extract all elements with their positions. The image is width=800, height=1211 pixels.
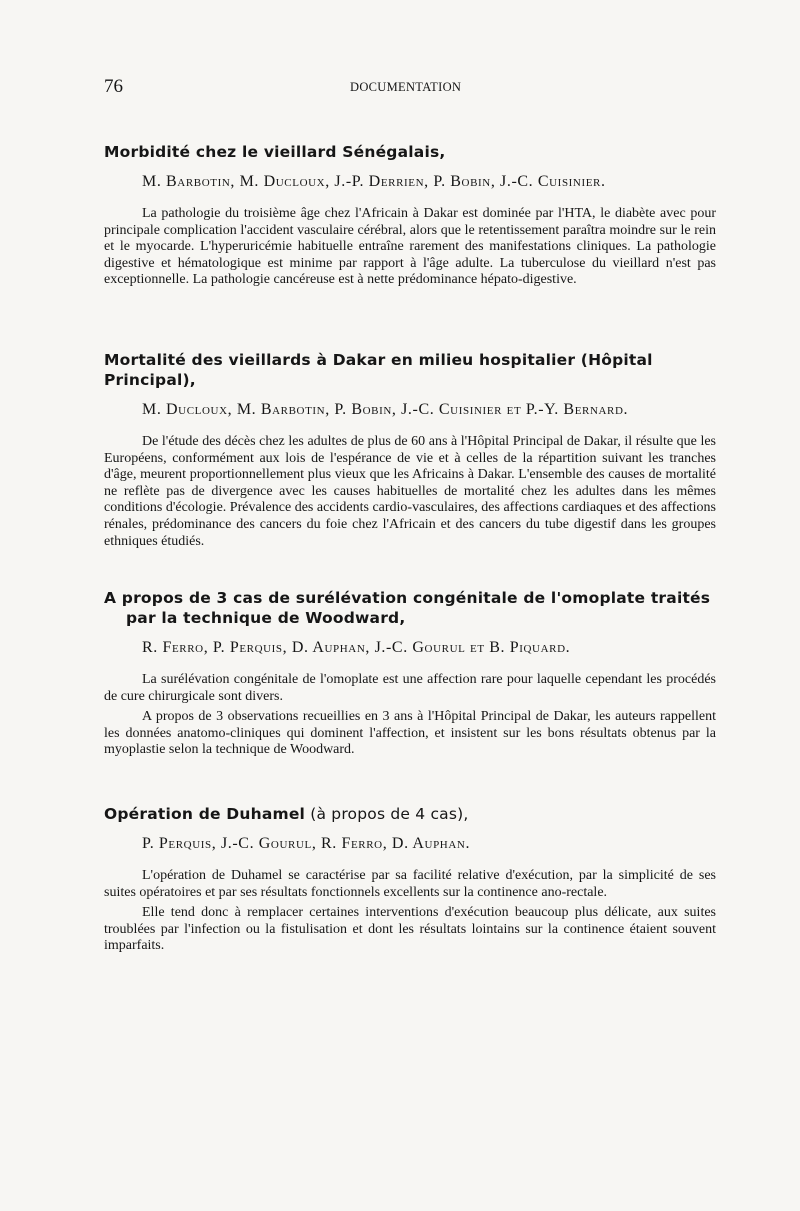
paragraph: La pathologie du troisième âge chez l'Africain à Dakar est dominée par l'HTA, le diabète avec pour principale complication l'accident vasculaire cérébral, alors que le retentissement paraîtra moindre sur le rein et le myocarde. L'hyperuricémie habituelle entraîne rarement des manifestations cliniques. La pathologie digestive et hématologique est minime par rapport à l'âge adulte. La tuberculose du vieillard n'est pas exceptionnelle. La pathologie cancéreuse est à nette prédominance hépato-digestive. xyxy=(104,206,716,288)
article-body xyxy=(104,672,716,759)
authors-text: M. Ducloux, M. Barbotin, P. Bobin, J.-C. Cuisinier et P.-Y. Bernard. xyxy=(142,401,629,418)
article-body xyxy=(104,434,716,550)
title-bold: Opération de Duhamel xyxy=(104,805,306,823)
article-authors xyxy=(142,834,716,854)
paragraph: Elle tend donc à remplacer certaines interventions d'exécution beaucoup plus délicate, aux suites troublées par l'infection ou la fistulisation et dont les résultats lointains sur la continence étaient souvent imparfaits. xyxy=(104,905,716,954)
article-title xyxy=(104,804,716,824)
title-suffix: (à propos de 4 cas), xyxy=(305,805,469,823)
page-number: 76 xyxy=(104,76,123,97)
article-authors xyxy=(142,638,716,658)
article-morbidite xyxy=(104,142,716,293)
article-duhamel xyxy=(104,804,716,959)
article-title: Morbidité chez le vieillard Sénégalais, xyxy=(104,143,446,161)
article-body xyxy=(104,206,716,289)
running-header xyxy=(104,76,716,100)
article-title: A propos de 3 cas de surélévation congénitale de l'omoplate traités par la technique de Woodward, xyxy=(104,589,711,627)
authors-text: R. Ferro, P. Perquis, D. Auphan, J.-C. Gourul et B. Piquard. xyxy=(142,639,571,656)
article-authors xyxy=(142,400,716,420)
paragraph: La surélévation congénitale de l'omoplate est une affection rare pour laquelle cependant les procédés de cure chirurgicale sont divers. xyxy=(104,672,716,704)
article-omoplate xyxy=(104,588,716,763)
paragraph: L'opération de Duhamel se caractérise par sa facilité relative d'exécution, par la simplicité de ses suites opératoires et par ses résultats fonctionnels excellents sur la continence ano-rectale. xyxy=(104,868,716,900)
article-mortalite xyxy=(104,350,716,554)
article-title: Mortalité des vieillards à Dakar en milieu hospitalier (Hôpital Principal), xyxy=(104,351,653,389)
authors-text: P. Perquis, J.-C. Gourul, R. Ferro, D. Auphan. xyxy=(142,835,471,852)
paragraph: A propos de 3 observations recueillies en 3 ans à l'Hôpital Principal de Dakar, les auteurs rappellent les données anatomo-cliniques qui dominent l'affection, et insistent sur les bons résultats obtenus par la myoplastie selon la technique de Woodward. xyxy=(104,709,716,758)
section-title: DOCUMENTATION xyxy=(350,80,462,94)
paragraph: De l'étude des décès chez les adultes de plus de 60 ans à l'Hôpital Principal de Dakar, il résulte que les Européens, conformément aux lois de l'espérance de vie et à celles de la répartition suivant les tranches d'âge, meurent proportionnellement plus vieux que les Africains à Dakar. L'ensemble des causes de mortalité ne reflète pas de divergence avec les causes habituelles de mortalité chez les adultes dans les mêmes conditions d'écologie. Prévalence des accidents cardio-vasculaires, des affections cardiaques et des affections rénales, prédominance des cancers du foie chez l'Africain et des cancers du tube digestif dans les groupes ethniques étudiés. xyxy=(104,434,716,549)
article-body xyxy=(104,868,716,955)
authors-text: M. Barbotin, M. Ducloux, J.-P. Derrien, P. Bobin, J.-C. Cuisinier. xyxy=(142,173,606,190)
article-authors xyxy=(142,172,716,192)
